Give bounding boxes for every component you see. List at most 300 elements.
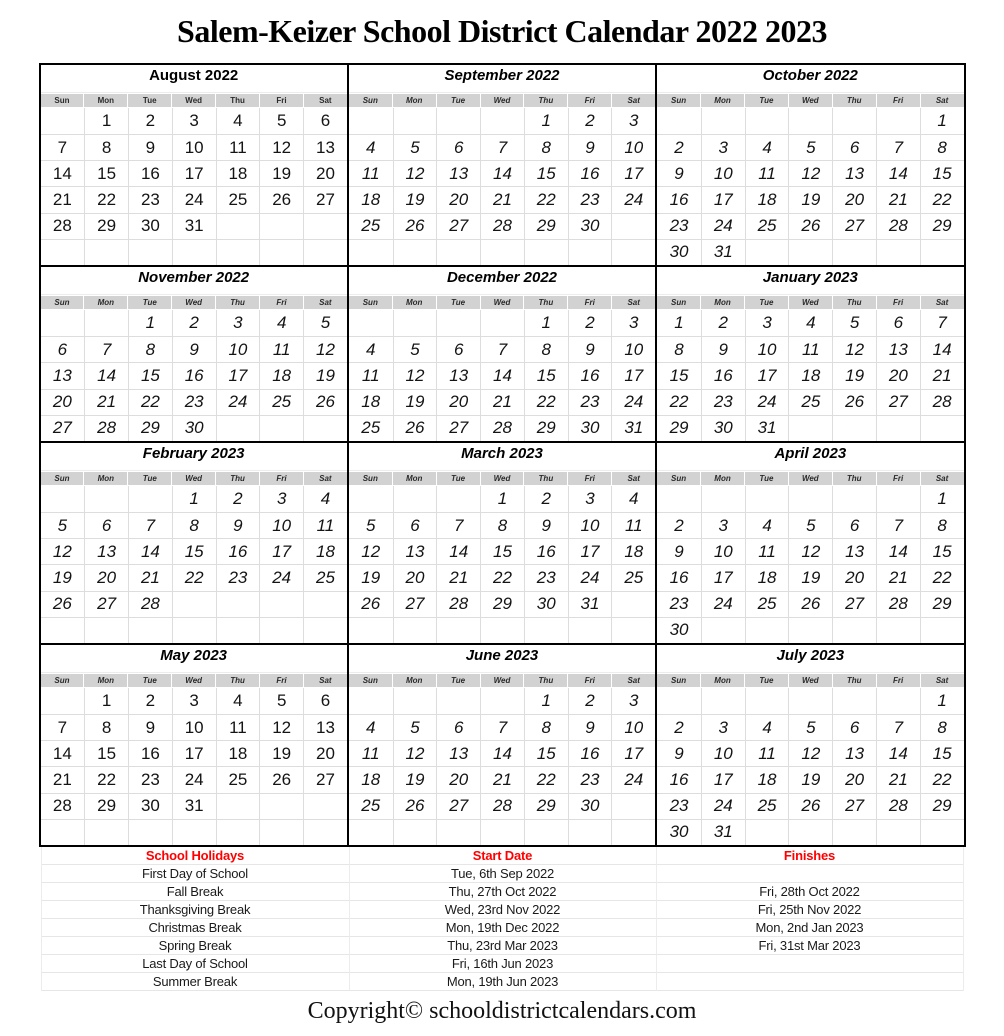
- date-cell-empty: [745, 108, 789, 134]
- month-title: December 2022: [446, 269, 558, 286]
- date-cell-empty: [216, 213, 260, 239]
- date-cell: 14: [876, 538, 920, 564]
- weekday-label-tue: Tue: [745, 472, 788, 485]
- weekday-label-sat: Sat: [612, 674, 655, 687]
- weekday-label-fri: Fri: [568, 296, 611, 309]
- date-cell: 14: [876, 740, 920, 766]
- weekday-label-sat: Sat: [921, 296, 964, 309]
- date-cell: 6: [832, 714, 876, 740]
- date-cell: 15: [480, 538, 524, 564]
- date-cell: 14: [436, 538, 480, 564]
- date-cell: 22: [524, 186, 568, 212]
- date-cell: 19: [393, 186, 437, 212]
- date-cell-empty: [701, 486, 745, 512]
- date-cell-empty: [128, 486, 172, 512]
- weekday-label-thu: Thu: [833, 674, 876, 687]
- weekday-label-thu: Thu: [524, 472, 567, 485]
- weekday-label-fri: Fri: [568, 94, 611, 107]
- date-cell: 30: [568, 213, 612, 239]
- date-cell-empty: [393, 617, 437, 643]
- date-cell-empty: [920, 239, 964, 265]
- weekday-header-row: [349, 471, 655, 486]
- date-cell-empty: [920, 415, 964, 441]
- date-cell: 3: [172, 108, 216, 134]
- month-title-divider: [349, 86, 655, 93]
- date-cell: 25: [745, 793, 789, 819]
- date-cell: 5: [788, 714, 832, 740]
- date-cell: 21: [436, 564, 480, 590]
- date-cell: 26: [349, 591, 393, 617]
- weekday-label-tue: Tue: [128, 94, 171, 107]
- date-cell: 23: [657, 793, 701, 819]
- date-cell: 30: [568, 415, 612, 441]
- weekday-label-mon: Mon: [701, 472, 744, 485]
- date-cell: 1: [920, 688, 964, 714]
- date-cell: 8: [524, 714, 568, 740]
- date-cell: 24: [172, 186, 216, 212]
- date-cell: 13: [41, 362, 85, 388]
- weekday-label-sat: Sat: [612, 296, 655, 309]
- date-cell: 30: [657, 239, 701, 265]
- date-cell-empty: [611, 819, 655, 845]
- date-cell-empty: [128, 617, 172, 643]
- weekday-header-row: [349, 93, 655, 108]
- holiday-finish-date: Mon, 2nd Jan 2023: [656, 919, 963, 937]
- date-cell: 22: [920, 766, 964, 792]
- weekday-label-thu: Thu: [524, 94, 567, 107]
- date-cell: 5: [259, 108, 303, 134]
- date-cell-empty: [259, 617, 303, 643]
- date-cell: 28: [480, 793, 524, 819]
- date-cell: 1: [524, 310, 568, 336]
- weekday-label-sat: Sat: [612, 94, 655, 107]
- date-cell: 20: [41, 389, 85, 415]
- date-cell: 18: [745, 766, 789, 792]
- date-cell: 27: [876, 389, 920, 415]
- weekday-label-fri: Fri: [877, 674, 920, 687]
- date-cell: 15: [920, 160, 964, 186]
- date-cell: 2: [568, 688, 612, 714]
- date-cell: 23: [128, 186, 172, 212]
- weekday-label-sat: Sat: [921, 674, 964, 687]
- date-cell: 18: [216, 160, 260, 186]
- date-cell: 17: [611, 740, 655, 766]
- holiday-name: Christmas Break: [42, 919, 349, 937]
- month-june-2023: [349, 645, 655, 845]
- date-cell: 7: [480, 336, 524, 362]
- holiday-name: Thanksgiving Break: [42, 901, 349, 919]
- weekday-label-sun: Sun: [41, 296, 84, 309]
- date-cell: 20: [832, 564, 876, 590]
- date-cell: 28: [84, 415, 128, 441]
- date-cell-empty: [84, 239, 128, 265]
- date-cell: 9: [657, 160, 701, 186]
- date-cell: 11: [745, 538, 789, 564]
- date-cell-empty: [568, 617, 612, 643]
- date-cell: 5: [832, 310, 876, 336]
- date-cell: 17: [745, 362, 789, 388]
- weekday-label-sat: Sat: [304, 94, 347, 107]
- date-cell-empty: [172, 819, 216, 845]
- weekday-header-row: [657, 673, 963, 688]
- weekday-label-thu: Thu: [524, 296, 567, 309]
- date-cell-empty: [701, 617, 745, 643]
- date-cell: 9: [657, 740, 701, 766]
- date-cell: 10: [701, 538, 745, 564]
- date-cell: 17: [172, 160, 216, 186]
- weekday-label-sat: Sat: [304, 472, 347, 485]
- weekday-label-thu: Thu: [833, 296, 876, 309]
- month-date-grid: [349, 108, 655, 265]
- date-cell: 17: [568, 538, 612, 564]
- date-cell: 8: [920, 512, 964, 538]
- date-cell: 11: [216, 134, 260, 160]
- date-cell: 29: [920, 591, 964, 617]
- date-cell: 27: [832, 591, 876, 617]
- date-cell: 26: [303, 389, 347, 415]
- date-cell-empty: [172, 239, 216, 265]
- date-cell: 4: [216, 108, 260, 134]
- date-cell: 25: [349, 793, 393, 819]
- date-cell-empty: [480, 310, 524, 336]
- calendar-grid: [39, 63, 966, 847]
- date-cell: 19: [788, 766, 832, 792]
- date-cell: 19: [303, 362, 347, 388]
- date-cell: 20: [436, 186, 480, 212]
- date-cell: 10: [568, 512, 612, 538]
- date-cell: 9: [216, 512, 260, 538]
- date-cell: 30: [657, 617, 701, 643]
- month-title: August 2022: [149, 67, 239, 84]
- date-cell-empty: [745, 486, 789, 512]
- date-cell: 17: [216, 362, 260, 388]
- date-cell-empty: [745, 819, 789, 845]
- date-cell: 20: [84, 564, 128, 590]
- date-cell: 11: [611, 512, 655, 538]
- weekday-label-thu: Thu: [216, 674, 259, 687]
- date-cell: 17: [611, 160, 655, 186]
- date-cell: 1: [920, 486, 964, 512]
- date-cell: 22: [84, 766, 128, 792]
- date-cell: 17: [259, 538, 303, 564]
- date-cell: 8: [920, 134, 964, 160]
- date-cell: 18: [259, 362, 303, 388]
- date-cell: 14: [480, 740, 524, 766]
- date-cell: 1: [674, 313, 684, 333]
- date-cell-empty: [788, 108, 832, 134]
- date-cell: 19: [788, 186, 832, 212]
- date-cell-empty: [657, 688, 701, 714]
- date-cell: 13: [876, 336, 920, 362]
- date-cell: 29: [84, 793, 128, 819]
- date-cell: 11: [303, 512, 347, 538]
- date-cell: 30: [657, 819, 701, 845]
- weekday-label-sun: Sun: [657, 296, 700, 309]
- month-november-2022: [41, 267, 347, 441]
- date-cell: 3: [611, 108, 655, 134]
- date-cell: 19: [393, 389, 437, 415]
- date-cell-empty: [480, 819, 524, 845]
- date-cell-empty: [436, 239, 480, 265]
- date-cell: 26: [41, 591, 85, 617]
- weekday-label-mon: Mon: [701, 674, 744, 687]
- holiday-name: First Day of School: [42, 865, 349, 883]
- date-cell: 10: [701, 160, 745, 186]
- date-cell-empty: [216, 591, 260, 617]
- date-cell: 19: [788, 564, 832, 590]
- weekday-label-thu: Thu: [833, 472, 876, 485]
- date-cell: 24: [701, 213, 745, 239]
- date-cell: 29: [920, 793, 964, 819]
- date-cell: 16: [657, 186, 701, 212]
- date-cell: 28: [876, 591, 920, 617]
- date-cell: 26: [259, 186, 303, 212]
- date-cell: 2: [657, 134, 701, 160]
- holidays-table: [41, 847, 964, 991]
- month-title: May 2023: [160, 647, 228, 664]
- date-cell: 18: [788, 362, 832, 388]
- date-cell: 21: [41, 766, 85, 792]
- date-cell: 19: [349, 564, 393, 590]
- date-cell-empty: [172, 617, 216, 643]
- date-cell: 6: [84, 512, 128, 538]
- holiday-start-date: Mon, 19th Jun 2023: [349, 973, 656, 991]
- date-cell: 26: [832, 389, 876, 415]
- weekday-label-sun: Sun: [657, 472, 700, 485]
- date-cell-empty: [259, 591, 303, 617]
- date-cell: 17: [701, 766, 745, 792]
- date-cell-empty: [84, 486, 128, 512]
- date-cell: 4: [303, 486, 347, 512]
- date-cell: 27: [436, 415, 480, 441]
- weekday-label-wed: Wed: [172, 296, 215, 309]
- month-title: June 2023: [465, 647, 539, 664]
- date-cell: 14: [876, 160, 920, 186]
- date-cell: 6: [436, 336, 480, 362]
- date-cell: 7: [480, 714, 524, 740]
- date-cell: 21: [920, 362, 964, 388]
- date-cell-empty: [216, 617, 260, 643]
- weekday-label-tue: Tue: [745, 674, 788, 687]
- month-title: October 2022: [762, 67, 858, 84]
- date-cell-empty: [436, 310, 480, 336]
- date-cell: 26: [393, 415, 437, 441]
- date-cell: 6: [303, 108, 347, 134]
- date-cell-empty: [41, 819, 85, 845]
- weekday-label-thu: Thu: [216, 472, 259, 485]
- date-cell: 17: [611, 362, 655, 388]
- date-cell: 14: [480, 160, 524, 186]
- date-cell: 9: [568, 134, 612, 160]
- weekday-label-fri: Fri: [877, 472, 920, 485]
- month-title-divider: [657, 86, 963, 93]
- date-cell: 16: [568, 740, 612, 766]
- date-cell-empty: [611, 239, 655, 265]
- date-cell: 11: [788, 336, 832, 362]
- weekday-label-thu: Thu: [216, 94, 259, 107]
- date-cell: 15: [524, 740, 568, 766]
- weekday-label-sun: Sun: [657, 94, 700, 107]
- date-cell: 17: [701, 564, 745, 590]
- weekday-header-row: [657, 93, 963, 108]
- date-cell: 28: [920, 389, 964, 415]
- date-cell: 4: [216, 688, 260, 714]
- date-cell-empty: [832, 415, 876, 441]
- weekday-label-sat: Sat: [304, 296, 347, 309]
- date-cell-empty: [920, 819, 964, 845]
- date-cell: 16: [128, 160, 172, 186]
- date-cell-empty: [832, 617, 876, 643]
- date-cell-empty: [349, 819, 393, 845]
- month-august-2022: [41, 65, 347, 265]
- weekday-label-mon: Mon: [393, 472, 436, 485]
- date-cell: 24: [568, 564, 612, 590]
- weekday-label-wed: Wed: [789, 296, 832, 309]
- date-cell-empty: [436, 617, 480, 643]
- weekday-label-mon: Mon: [84, 472, 127, 485]
- date-cell-empty: [657, 486, 701, 512]
- date-cell-empty: [701, 688, 745, 714]
- month-title: January 2023: [762, 269, 858, 286]
- date-cell: 17: [172, 740, 216, 766]
- date-cell: 8: [524, 134, 568, 160]
- weekday-label-fri: Fri: [260, 472, 303, 485]
- date-cell: 27: [393, 591, 437, 617]
- month-date-grid: [41, 310, 347, 441]
- date-cell-empty: [259, 239, 303, 265]
- date-cell-empty: [41, 108, 85, 134]
- month-december-2022: [349, 267, 655, 441]
- date-cell: 15: [524, 362, 568, 388]
- weekday-label-mon: Mon: [84, 296, 127, 309]
- holiday-name: Spring Break: [42, 937, 349, 955]
- date-cell: 31: [745, 415, 789, 441]
- date-cell: 12: [788, 538, 832, 564]
- date-cell: 29: [524, 415, 568, 441]
- date-cell: 23: [172, 389, 216, 415]
- date-cell: 23: [568, 389, 612, 415]
- month-title-divider: [657, 288, 963, 295]
- date-cell: 14: [920, 336, 964, 362]
- month-july-2023: [657, 645, 963, 845]
- date-cell: 15: [657, 362, 701, 388]
- date-cell-empty: [303, 239, 347, 265]
- date-cell-empty: [128, 239, 172, 265]
- date-cell: 30: [128, 213, 172, 239]
- date-cell: 7: [41, 134, 85, 160]
- date-cell: 25: [259, 389, 303, 415]
- date-cell-empty: [393, 819, 437, 845]
- date-cell-empty: [788, 486, 832, 512]
- date-cell-empty: [436, 688, 480, 714]
- date-cell: 29: [657, 415, 701, 441]
- weekday-header-row: [657, 471, 963, 486]
- month-february-2023: [41, 443, 347, 643]
- date-cell: 30: [172, 415, 216, 441]
- weekday-label-sun: Sun: [41, 472, 84, 485]
- date-cell: 5: [393, 714, 437, 740]
- copyright-text: Copyright© schooldistrictcalendars.com: [307, 998, 697, 1024]
- date-cell: 6: [436, 714, 480, 740]
- date-cell: 30: [128, 793, 172, 819]
- date-cell: 4: [349, 134, 393, 160]
- date-cell: 27: [436, 793, 480, 819]
- date-cell: 3: [611, 688, 655, 714]
- date-cell: 29: [84, 213, 128, 239]
- date-cell: 7: [128, 512, 172, 538]
- date-cell-empty: [41, 617, 85, 643]
- date-cell: 15: [920, 538, 964, 564]
- weekday-label-fri: Fri: [260, 94, 303, 107]
- holidays-header-start-date: Start Date: [349, 847, 656, 865]
- month-title-divider: [657, 666, 963, 673]
- date-cell: 2: [657, 512, 701, 538]
- date-cell: 31: [172, 213, 216, 239]
- weekday-label-wed: Wed: [789, 472, 832, 485]
- weekday-label-fri: Fri: [877, 296, 920, 309]
- date-cell-empty: [745, 688, 789, 714]
- date-cell-empty: [832, 688, 876, 714]
- weekday-header-row: [41, 471, 347, 486]
- date-cell-empty: [788, 415, 832, 441]
- date-cell-empty: [568, 819, 612, 845]
- date-cell-empty: [393, 108, 437, 134]
- date-cell: 21: [876, 766, 920, 792]
- date-cell: 3: [259, 486, 303, 512]
- date-cell: 15: [920, 740, 964, 766]
- date-cell: 26: [788, 213, 832, 239]
- date-cell: 24: [172, 766, 216, 792]
- date-cell: 5: [393, 134, 437, 160]
- month-date-grid: [41, 486, 347, 643]
- month-january-2023: [657, 267, 963, 441]
- month-title: July 2023: [776, 647, 845, 664]
- date-cell: 13: [436, 740, 480, 766]
- date-cell: 8: [84, 714, 128, 740]
- date-cell: 9: [524, 512, 568, 538]
- weekday-label-tue: Tue: [128, 472, 171, 485]
- date-cell: 13: [832, 160, 876, 186]
- date-cell: 28: [876, 793, 920, 819]
- date-cell: 12: [41, 538, 85, 564]
- date-cell: 11: [259, 336, 303, 362]
- weekday-label-sun: Sun: [349, 94, 392, 107]
- date-cell: 29: [480, 591, 524, 617]
- date-cell-empty: [84, 617, 128, 643]
- date-cell: 16: [657, 766, 701, 792]
- date-cell: 10: [216, 336, 260, 362]
- date-cell: 2: [568, 310, 612, 336]
- date-cell: 7: [41, 714, 85, 740]
- date-cell: 9: [568, 336, 612, 362]
- weekday-header-row: [349, 673, 655, 688]
- weekday-label-mon: Mon: [84, 674, 127, 687]
- date-cell: 15: [172, 538, 216, 564]
- weekday-header-row: [349, 295, 655, 310]
- date-cell: 17: [701, 186, 745, 212]
- date-cell-empty: [657, 108, 701, 134]
- date-cell: 10: [611, 134, 655, 160]
- weekday-label-sun: Sun: [349, 674, 392, 687]
- date-cell: 5: [788, 512, 832, 538]
- date-cell: 23: [701, 389, 745, 415]
- date-cell: 8: [172, 512, 216, 538]
- weekday-label-mon: Mon: [84, 94, 127, 107]
- date-cell: 24: [701, 793, 745, 819]
- date-cell: 22: [920, 186, 964, 212]
- date-cell-empty: [303, 793, 347, 819]
- date-cell: 22: [128, 389, 172, 415]
